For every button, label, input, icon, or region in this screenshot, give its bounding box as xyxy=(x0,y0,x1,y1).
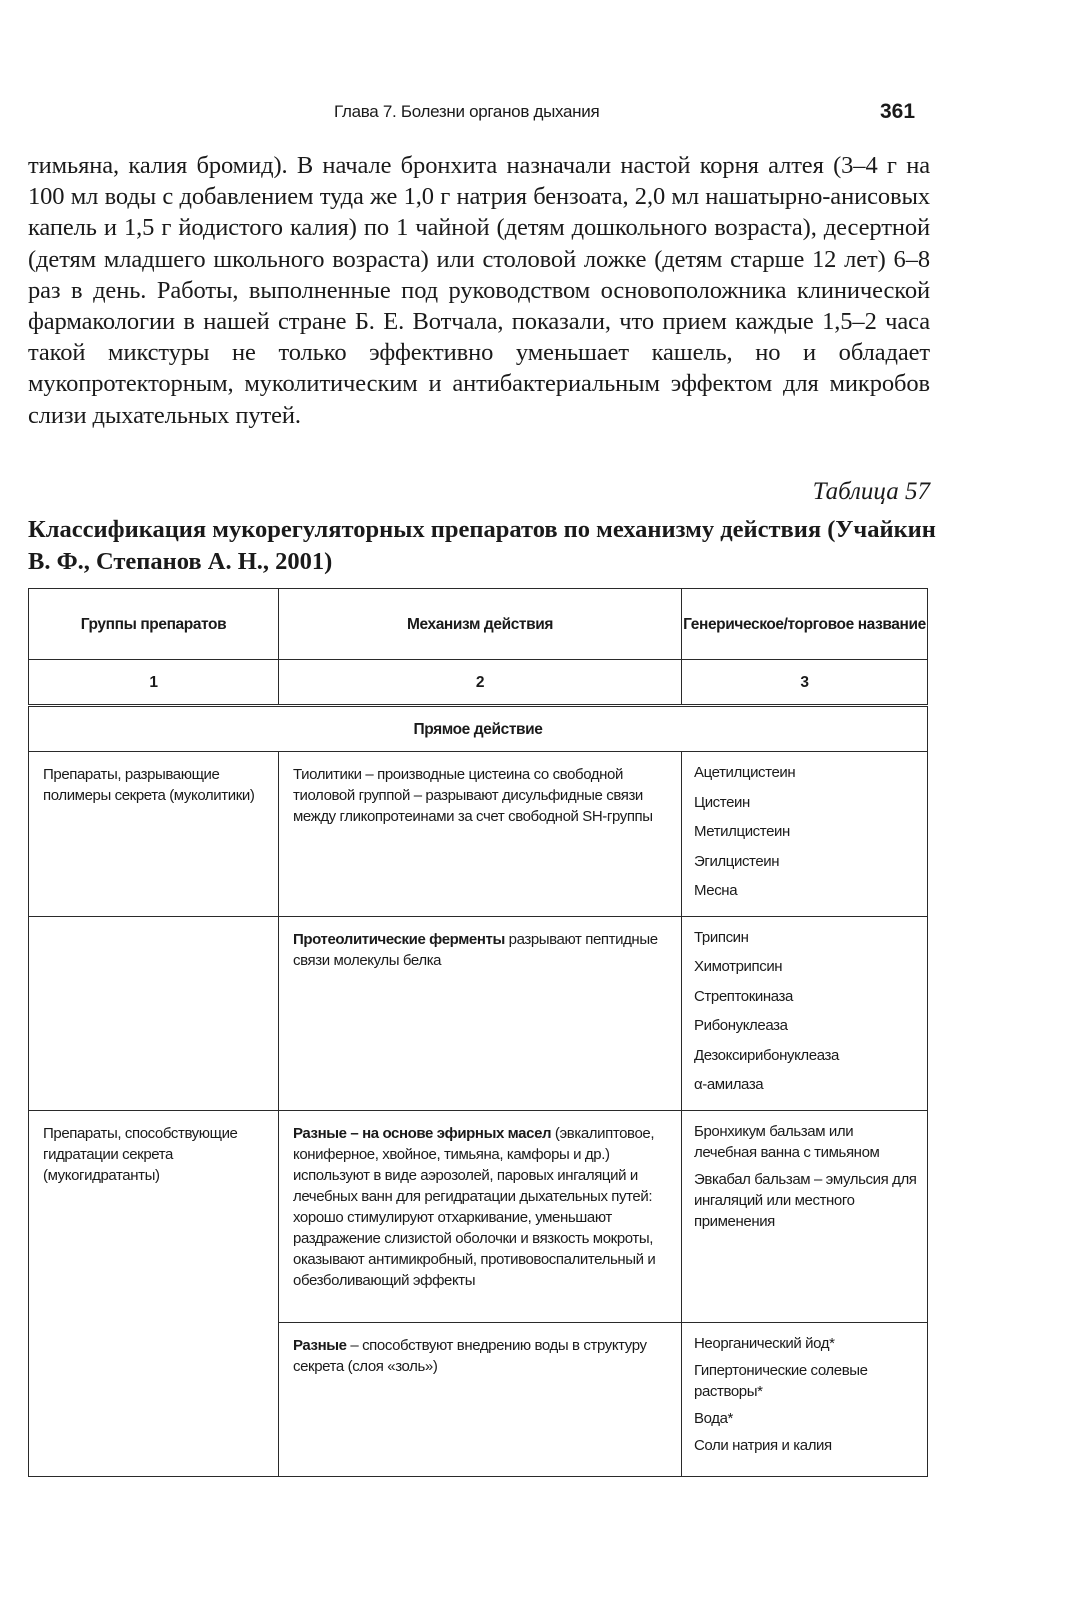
mechanism-cell xyxy=(279,916,682,1110)
group-cell xyxy=(29,1322,279,1476)
group-cell xyxy=(29,1110,279,1322)
drug-name: Месна xyxy=(694,882,738,899)
running-title: Глава 7. Болезни органов дыхания xyxy=(334,102,600,121)
drug-name: Дезоксирибонуклеаза xyxy=(694,1046,839,1064)
table-row xyxy=(29,1110,928,1322)
drug-name: Эгилцистеин xyxy=(694,852,780,870)
classification-table xyxy=(28,588,927,1477)
group-cell xyxy=(29,752,279,917)
drug-name: Цистеин xyxy=(694,793,750,811)
group-text: Препараты, способствующие гидратации секрета (мукогидратанты) xyxy=(43,1124,238,1184)
mechanism-bold: Протеолитические ферменты xyxy=(293,930,505,948)
mechanism-text xyxy=(279,1111,681,1299)
table xyxy=(28,588,928,1477)
column-number: 2 xyxy=(279,660,682,706)
column-header: Генерическое/торговое название xyxy=(682,589,928,660)
running-header xyxy=(0,100,1070,136)
drug-name: Гипертонические солевые растворы* xyxy=(694,1361,868,1400)
table-header-row xyxy=(29,589,928,660)
drug-name: Вода* xyxy=(694,1409,733,1427)
drug-name: Рибонуклеаза xyxy=(694,1017,788,1034)
mechanism-cell xyxy=(279,752,682,917)
mechanism-description: – способствуют внедрению воды в структуру секрета (слоя «золь») xyxy=(293,1336,647,1375)
names-list xyxy=(682,1323,927,1468)
body-paragraph: тимьяна, калия бромид). В начале бронхита назначали настой корня алтея (3–4 г на 100 мл воды с добавлением туда же 1,0 г натрия бензоата, 2,0 мл нашатырно-анисовых капель и 1,5 г йодистого калия) по 1 чайной (детям дошкольного возраста), десертной (детям младшего школьного возраста) или столовой ложке (детям старше 12 лет) 6–8 раз в день. Работы, выполненные под руководством основоположника клинической фармакологии в нашей стране Б. Е. Вотчала, показали, что прием каждые 1,5–2 часа такой микстуры не только эффективно уменьшает кашель, но и обладает мукопротекторным, муколитическим и антибактериальным эффектом для микробов слизи дыхательных путей. xyxy=(28,152,930,429)
names-cell xyxy=(682,1110,928,1322)
mechanism-text xyxy=(279,752,681,835)
mechanism-description: Тиолитики – производные цистеина со свободной тиоловой группой – разрывают дисульфидные связи между гликопротеинами за счет свободной SH-группы xyxy=(293,766,653,825)
mechanism-text xyxy=(279,1323,681,1385)
group-text: Препараты, разрывающие полимеры секрета (муколитики) xyxy=(43,766,255,804)
column-number-row xyxy=(29,660,928,706)
names-cell xyxy=(682,752,928,917)
mechanism-text xyxy=(279,917,681,979)
column-header: Группы препаратов xyxy=(29,589,279,660)
drug-name: Стрептокиназа xyxy=(694,987,793,1005)
mechanism-bold: Разные xyxy=(293,1336,347,1354)
table-row xyxy=(29,1322,928,1476)
drug-name: Химотрипсин xyxy=(694,958,783,975)
group-text xyxy=(29,1322,278,1342)
section-row xyxy=(29,706,928,752)
names-list xyxy=(682,917,927,1110)
mechanism-description: разрывают пептидные связи молекулы белка xyxy=(293,930,658,969)
table-label: Таблица 57 xyxy=(812,478,930,505)
names-list xyxy=(682,1111,927,1244)
drug-name: Эвкабал бальзам – эмульсия для ингаляций или местного применения xyxy=(694,1170,917,1230)
drug-name: Ацетилцистеин xyxy=(694,764,796,781)
mechanism-bold: Разные – на основе эфирных масел xyxy=(293,1124,552,1142)
names-cell xyxy=(682,916,928,1110)
column-header: Механизм действия xyxy=(279,589,682,660)
section-title: Прямое действие xyxy=(29,706,928,752)
drug-name: Неорганический йод* xyxy=(694,1334,835,1352)
names-list xyxy=(682,752,927,916)
drug-name: α-амилаза xyxy=(694,1076,764,1093)
drug-name: Бронхикум бальзам или лечебная ванна с тимьяном xyxy=(694,1122,880,1161)
column-number: 3 xyxy=(682,660,928,706)
mechanism-description: (эвкалиптовое, кониферное, хвойное, тимьяна, камфоры и др.) используют в виде аэрозолей, паровых ингаляций и лечебных ванн для регидратации дыхательных путей: хорошо стимулируют отхаркивание, уменьшают раздражение слизистой оболочки и вязкость мокроты, оказывают антимикробный, противовоспалительный и обезболивающий эффекты xyxy=(293,1124,656,1289)
drug-name: Соли натрия и калия xyxy=(694,1436,832,1454)
drug-name: Трипсин xyxy=(694,928,749,946)
names-cell xyxy=(682,1322,928,1476)
column-number: 1 xyxy=(29,660,279,706)
mechanism-cell xyxy=(279,1322,682,1476)
drug-name: Метилцистеин xyxy=(694,823,790,840)
table-row xyxy=(29,916,928,1110)
table-title: Классификация мукорегуляторных препаратов по механизму действия (Учайкин В. Ф., Степанов А. Н., 2001) xyxy=(28,516,936,575)
group-text xyxy=(29,917,278,937)
group-cell xyxy=(29,916,279,1110)
table-row xyxy=(29,752,928,917)
mechanism-cell xyxy=(279,1110,682,1322)
page-number: 361 xyxy=(880,100,916,123)
